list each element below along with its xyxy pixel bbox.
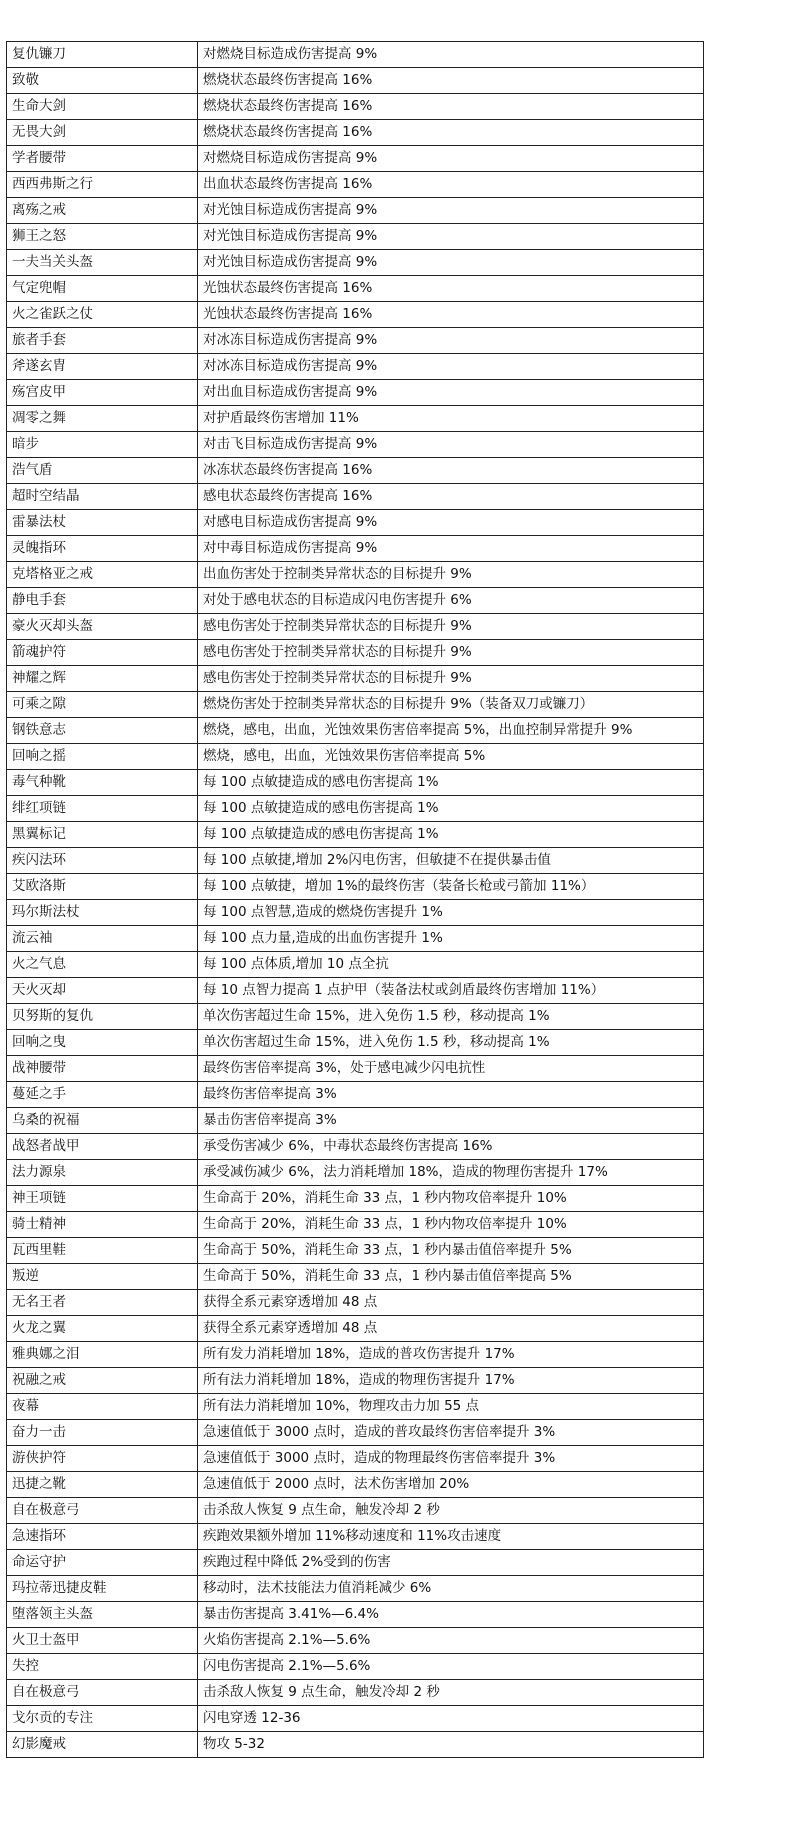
item-effect-cell: 感电伤害处于控制类异常状态的目标提升 9% [198, 614, 704, 640]
item-name-cell: 斧遂玄胄 [7, 354, 198, 380]
table-row [7, 536, 704, 562]
table-row [7, 1602, 704, 1628]
item-name-cell: 疾闪法环 [7, 848, 198, 874]
item-effect-cell: 光蚀状态最终伤害提高 16% [198, 302, 704, 328]
item-name-cell: 游侠护符 [7, 1446, 198, 1472]
item-effect-cell: 获得全系元素穿透增加 48 点 [198, 1316, 704, 1342]
table-row [7, 1472, 704, 1498]
table-row [7, 354, 704, 380]
item-effect-cell: 承受伤害减少 6%，中毒状态最终伤害提高 16% [198, 1134, 704, 1160]
item-effect-cell: 对光蚀目标造成伤害提高 9% [198, 198, 704, 224]
item-name-cell: 豪火灭却头盔 [7, 614, 198, 640]
item-name-cell: 火卫士盔甲 [7, 1628, 198, 1654]
item-name-cell: 急速指环 [7, 1524, 198, 1550]
item-effect-cell: 对冰冻目标造成伤害提高 9% [198, 354, 704, 380]
item-effect-cell: 疾跑过程中降低 2%受到的伤害 [198, 1550, 704, 1576]
item-effect-cell: 燃烧状态最终伤害提高 16% [198, 120, 704, 146]
item-effect-cell: 对光蚀目标造成伤害提高 9% [198, 224, 704, 250]
item-name-cell: 火之雀跃之仗 [7, 302, 198, 328]
item-name-cell: 艾欧洛斯 [7, 874, 198, 900]
item-name-cell: 暗步 [7, 432, 198, 458]
item-effect-cell: 急速值低于 3000 点时，造成的普攻最终伤害倍率提升 3% [198, 1420, 704, 1446]
table-row [7, 1030, 704, 1056]
item-name-cell: 蔓延之手 [7, 1082, 198, 1108]
item-effect-cell: 对中毒目标造成伤害提高 9% [198, 536, 704, 562]
item-name-cell: 命运守护 [7, 1550, 198, 1576]
item-name-cell: 战神腰带 [7, 1056, 198, 1082]
item-effect-cell: 燃烧状态最终伤害提高 16% [198, 94, 704, 120]
item-name-cell: 回响之曳 [7, 1030, 198, 1056]
item-name-cell: 毒气种靴 [7, 770, 198, 796]
table-row [7, 458, 704, 484]
item-name-cell: 祝融之戒 [7, 1368, 198, 1394]
table-row [7, 68, 704, 94]
table-row [7, 1212, 704, 1238]
item-name-cell: 法力源泉 [7, 1160, 198, 1186]
item-name-cell: 致敬 [7, 68, 198, 94]
item-effect-cell: 暴击伤害提高 3.41%—6.4% [198, 1602, 704, 1628]
table-row [7, 1264, 704, 1290]
item-effect-cell: 每 10 点智力提高 1 点护甲（装备法杖或剑盾最终伤害增加 11%） [198, 978, 704, 1004]
table-row [7, 744, 704, 770]
table-row [7, 1420, 704, 1446]
table-row [7, 562, 704, 588]
item-effect-cell: 急速值低于 3000 点时，造成的物理最终伤害倍率提升 3% [198, 1446, 704, 1472]
item-effect-cell: 闪电伤害提高 2.1%—5.6% [198, 1654, 704, 1680]
item-effect-cell: 燃烧，感电，出血，光蚀效果伤害倍率提高 5%，出血控制异常提升 9% [198, 718, 704, 744]
item-name-cell: 钢铁意志 [7, 718, 198, 744]
item-effect-cell: 所有发力消耗增加 18%，造成的普攻伤害提升 17% [198, 1342, 704, 1368]
item-name-cell: 离殇之戒 [7, 198, 198, 224]
item-effect-cell: 感电伤害处于控制类异常状态的目标提升 9% [198, 640, 704, 666]
table-row [7, 874, 704, 900]
item-effect-cell: 所有法力消耗增加 18%，造成的物理伤害提升 17% [198, 1368, 704, 1394]
table-row [7, 1654, 704, 1680]
table-row [7, 1550, 704, 1576]
item-name-cell: 可乘之隙 [7, 692, 198, 718]
item-effect-cell: 单次伤害超过生命 15%，进入免伤 1.5 秒，移动提高 1% [198, 1004, 704, 1030]
table-row [7, 796, 704, 822]
item-effect-cell: 每 100 点敏捷造成的感电伤害提高 1% [198, 796, 704, 822]
table-row [7, 484, 704, 510]
table-row [7, 406, 704, 432]
item-effect-cell: 每 100 点敏捷,增加 2%闪电伤害，但敏捷不在提供暴击值 [198, 848, 704, 874]
table-row [7, 1056, 704, 1082]
table-row [7, 1290, 704, 1316]
table-row [7, 1628, 704, 1654]
item-name-cell: 天火灭却 [7, 978, 198, 1004]
item-name-cell: 乌桑的祝福 [7, 1108, 198, 1134]
item-name-cell: 贝努斯的复仇 [7, 1004, 198, 1030]
item-name-cell: 西西弗斯之行 [7, 172, 198, 198]
table-row [7, 172, 704, 198]
table-row [7, 952, 704, 978]
item-name-cell: 箭魂护符 [7, 640, 198, 666]
item-name-cell: 凋零之舞 [7, 406, 198, 432]
item-name-cell: 无畏大剑 [7, 120, 198, 146]
table-row [7, 1576, 704, 1602]
table-row [7, 900, 704, 926]
table-row [7, 94, 704, 120]
table-row [7, 588, 704, 614]
item-name-cell: 雷暴法杖 [7, 510, 198, 536]
item-effect-cell: 生命高于 20%，消耗生命 33 点，1 秒内物攻倍率提升 10% [198, 1212, 704, 1238]
item-effect-cell: 对出血目标造成伤害提高 9% [198, 380, 704, 406]
item-effect-cell: 对光蚀目标造成伤害提高 9% [198, 250, 704, 276]
table-row [7, 614, 704, 640]
table-row [7, 1394, 704, 1420]
table-row [7, 1238, 704, 1264]
item-effect-cell: 对燃烧目标造成伤害提高 9% [198, 42, 704, 68]
item-name-cell: 无名王者 [7, 1290, 198, 1316]
item-name-cell: 叛逆 [7, 1264, 198, 1290]
item-name-cell: 火之气息 [7, 952, 198, 978]
table-row [7, 224, 704, 250]
item-name-cell: 自在极意弓 [7, 1498, 198, 1524]
item-name-cell: 超时空结晶 [7, 484, 198, 510]
table-row [7, 510, 704, 536]
table-row [7, 276, 704, 302]
item-name-cell: 学者腰带 [7, 146, 198, 172]
item-name-cell: 瓦西里鞋 [7, 1238, 198, 1264]
item-name-cell: 灵魄指环 [7, 536, 198, 562]
item-name-cell: 雅典娜之泪 [7, 1342, 198, 1368]
table-row [7, 1342, 704, 1368]
table-row [7, 432, 704, 458]
item-name-cell: 生命大剑 [7, 94, 198, 120]
table-row [7, 848, 704, 874]
item-name-cell: 流云袖 [7, 926, 198, 952]
item-name-cell: 气定兜帽 [7, 276, 198, 302]
item-name-cell: 神王项链 [7, 1186, 198, 1212]
table-row [7, 1732, 704, 1758]
item-name-cell: 堕落领主头盔 [7, 1602, 198, 1628]
table-row [7, 1368, 704, 1394]
item-effect-cell: 每 100 点智慧,造成的燃烧伤害提升 1% [198, 900, 704, 926]
item-name-cell: 神耀之辉 [7, 666, 198, 692]
item-name-cell: 迅捷之靴 [7, 1472, 198, 1498]
item-name-cell: 殇宫皮甲 [7, 380, 198, 406]
item-effect-cell: 每 100 点体质,增加 10 点全抗 [198, 952, 704, 978]
item-effect-cell: 物攻 5-32 [198, 1732, 704, 1758]
item-effect-cell: 获得全系元素穿透增加 48 点 [198, 1290, 704, 1316]
item-effect-cell: 每 100 点力量,造成的出血伤害提升 1% [198, 926, 704, 952]
item-effect-cell: 承受减伤减少 6%，法力消耗增加 18%，造成的物理伤害提升 17% [198, 1160, 704, 1186]
item-name-cell: 失控 [7, 1654, 198, 1680]
item-effect-cell: 每 100 点敏捷，增加 1%的最终伤害（装备长枪或弓箭加 11%） [198, 874, 704, 900]
table-row [7, 666, 704, 692]
table-row [7, 1082, 704, 1108]
item-name-cell: 黑翼标记 [7, 822, 198, 848]
item-effect-cell: 击杀敌人恢复 9 点生命，触发冷却 2 秒 [198, 1680, 704, 1706]
table-row [7, 770, 704, 796]
table-row [7, 1186, 704, 1212]
table-row [7, 1108, 704, 1134]
table-row [7, 146, 704, 172]
item-name-cell: 幻影魔戒 [7, 1732, 198, 1758]
item-effect-cell: 对燃烧目标造成伤害提高 9% [198, 146, 704, 172]
item-effect-cell: 所有法力消耗增加 10%，物理攻击力加 55 点 [198, 1394, 704, 1420]
item-effect-cell: 出血状态最终伤害提高 16% [198, 172, 704, 198]
item-name-cell: 绯红项链 [7, 796, 198, 822]
item-name-cell: 玛拉蒂迅捷皮鞋 [7, 1576, 198, 1602]
item-effect-cell: 光蚀状态最终伤害提高 16% [198, 276, 704, 302]
item-name-cell: 战怒者战甲 [7, 1134, 198, 1160]
item-name-cell: 玛尔斯法杖 [7, 900, 198, 926]
item-name-cell: 夜幕 [7, 1394, 198, 1420]
table-row [7, 302, 704, 328]
item-effect-cell: 暴击伤害倍率提高 3% [198, 1108, 704, 1134]
table-row [7, 1004, 704, 1030]
item-effect-cell: 感电伤害处于控制类异常状态的目标提升 9% [198, 666, 704, 692]
table-row [7, 640, 704, 666]
item-name-cell: 回响之摇 [7, 744, 198, 770]
item-effect-cell: 生命高于 20%，消耗生命 33 点，1 秒内物攻倍率提升 10% [198, 1186, 704, 1212]
item-effect-cell: 单次伤害超过生命 15%，进入免伤 1.5 秒，移动提高 1% [198, 1030, 704, 1056]
item-name-cell: 浩气盾 [7, 458, 198, 484]
table-row [7, 1134, 704, 1160]
item-effect-cell: 对感电目标造成伤害提高 9% [198, 510, 704, 536]
item-name-cell: 克塔格亚之戒 [7, 562, 198, 588]
item-name-cell: 骑士精神 [7, 1212, 198, 1238]
item-effect-cell: 生命高于 50%，消耗生命 33 点，1 秒内暴击值倍率提升 5% [198, 1238, 704, 1264]
table-row [7, 978, 704, 1004]
item-effect-cell: 出血伤害处于控制类异常状态的目标提升 9% [198, 562, 704, 588]
item-name-cell: 复仇镰刀 [7, 42, 198, 68]
item-effect-cell: 燃烧伤害处于控制类异常状态的目标提升 9%（装备双刀或镰刀） [198, 692, 704, 718]
item-effect-cell: 对处于感电状态的目标造成闪电伤害提升 6% [198, 588, 704, 614]
table-row [7, 42, 704, 68]
item-name-cell: 火龙之翼 [7, 1316, 198, 1342]
table-row [7, 328, 704, 354]
table-row [7, 692, 704, 718]
table-row [7, 380, 704, 406]
item-effect-cell: 每 100 点敏捷造成的感电伤害提高 1% [198, 770, 704, 796]
table-row [7, 1524, 704, 1550]
item-effect-cell: 击杀敌人恢复 9 点生命，触发冷却 2 秒 [198, 1498, 704, 1524]
table-row [7, 1316, 704, 1342]
item-name-cell: 静电手套 [7, 588, 198, 614]
table-row [7, 198, 704, 224]
item-effect-cell: 对击飞目标造成伤害提高 9% [198, 432, 704, 458]
table-row [7, 718, 704, 744]
item-effect-cell: 生命高于 50%，消耗生命 33 点，1 秒内暴击值倍率提高 5% [198, 1264, 704, 1290]
table-row [7, 250, 704, 276]
table-row [7, 1706, 704, 1732]
item-effect-cell: 最终伤害倍率提高 3%，处于感电减少闪电抗性 [198, 1056, 704, 1082]
equipment-effects-body [7, 42, 704, 1758]
table-row [7, 1160, 704, 1186]
table-row [7, 1680, 704, 1706]
item-name-cell: 奋力一击 [7, 1420, 198, 1446]
item-effect-cell: 最终伤害倍率提高 3% [198, 1082, 704, 1108]
item-effect-cell: 冰冻状态最终伤害提高 16% [198, 458, 704, 484]
table-row [7, 1498, 704, 1524]
item-effect-cell: 对冰冻目标造成伤害提高 9% [198, 328, 704, 354]
equipment-effects-table [6, 41, 704, 1758]
item-effect-cell: 疾跑效果额外增加 11%移动速度和 11%攻击速度 [198, 1524, 704, 1550]
item-name-cell: 一夫当关头盔 [7, 250, 198, 276]
item-effect-cell: 燃烧状态最终伤害提高 16% [198, 68, 704, 94]
item-name-cell: 狮王之怒 [7, 224, 198, 250]
item-name-cell: 旅者手套 [7, 328, 198, 354]
table-row [7, 1446, 704, 1472]
item-effect-cell: 感电状态最终伤害提高 16% [198, 484, 704, 510]
item-effect-cell: 燃烧，感电，出血，光蚀效果伤害倍率提高 5% [198, 744, 704, 770]
item-effect-cell: 急速值低于 2000 点时，法术伤害增加 20% [198, 1472, 704, 1498]
item-effect-cell: 移动时，法术技能法力值消耗减少 6% [198, 1576, 704, 1602]
table-row [7, 926, 704, 952]
item-effect-cell: 闪电穿透 12-36 [198, 1706, 704, 1732]
item-effect-cell: 每 100 点敏捷造成的感电伤害提高 1% [198, 822, 704, 848]
table-row [7, 822, 704, 848]
table-row [7, 120, 704, 146]
item-effect-cell: 对护盾最终伤害增加 11% [198, 406, 704, 432]
item-name-cell: 戈尔贡的专注 [7, 1706, 198, 1732]
item-name-cell: 自在极意弓 [7, 1680, 198, 1706]
item-effect-cell: 火焰伤害提高 2.1%—5.6% [198, 1628, 704, 1654]
